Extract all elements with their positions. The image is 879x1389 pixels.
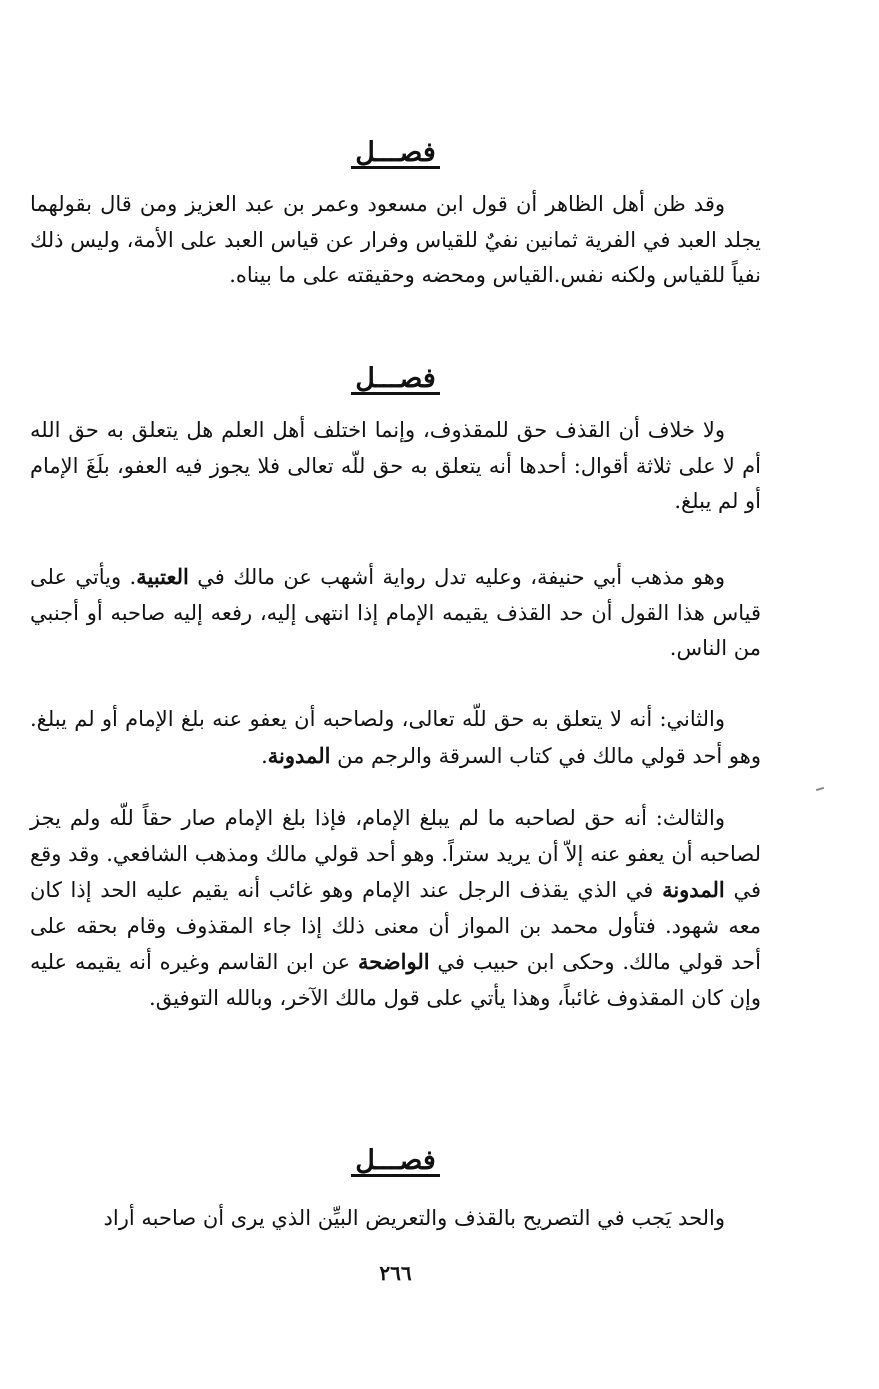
document-page [30, 0, 761, 1389]
book-title: الواضحة [357, 949, 430, 974]
paragraph-text: وهو مذهب أبي حنيفة، وعليه تدل رواية أشهب عن مالك في [188, 565, 725, 589]
paragraph [30, 187, 761, 294]
book-title: العتبية [136, 564, 189, 589]
section-heading [30, 1144, 761, 1178]
paragraph [30, 1201, 761, 1237]
paragraph [30, 559, 761, 667]
paragraph-text: . [261, 743, 268, 768]
paragraph-text: عن ابن القاسم وغيره أنه يقيمه عليه وإن كان المقذوف غائباً، وهذا يأتي على قول مالك الآخر، وبالله التوفيق. [30, 950, 761, 1010]
paragraph-text: . ويأتي على قياس هذا القول أن حد القذف يقيمه الإمام إذا انتهى إليه، رفعه إليه صاحبه أو أجنبي من الناس. [30, 565, 761, 660]
book-title: المدونة [267, 742, 331, 768]
paragraph [30, 801, 761, 1016]
paragraph-text: في الذي يقذف الرجل عند الإمام وهو غائب أنه يقيم عليه الحد إذا كان معه شهود. فتأول محمد بن المواز أن معنى ذلك إذا جاء المقذوف وقام بحقه على أحد قولي مالك. وحكى ابن حبيب في [30, 878, 761, 974]
paragraph [30, 702, 761, 774]
scan-artifact [816, 787, 824, 791]
paragraph-text: ولا خلاف أن القذف حق للمقذوف، وإنما اختلف أهل العلم هل يتعلق به حق الله أم لا على ثلاثة أقوال: أحدها أنه يتعلق به حق للّه تعالى فلا يجوز فيه العفو، بلَغَ الإمام أو لم يبلغ. [30, 418, 761, 513]
book-title: المدونة [662, 877, 725, 902]
section-heading-text: فصـــل [351, 140, 440, 169]
paragraph-text: والحد يَجب في التصريح بالقذف والتعريض البيِّن الذي يرى أن صاحبه أراد [103, 1206, 725, 1230]
page-number: ٢٦٦ [379, 1261, 412, 1285]
section-heading [30, 136, 761, 170]
paragraph-text: والثاني: أنه لا يتعلق به حق للّه تعالى، ولصاحبه أن يعفو عنه بلغ الإمام أو لم يبلغ. وهو أحد قولي مالك في كتاب السرقة والرجم من [30, 707, 761, 768]
paragraph-text: والثالث: أنه حق لصاحبه ما لم يبلغ الإمام، فإذا بلغ الإمام صار حقاً للّه ولم يجز لصاحبه أن يعفو عنه إلاّ أن يريد ستراً. وهو أحد قولي مالك ومذهب الشافعي. وقد وقع في [30, 806, 761, 902]
section-heading [30, 362, 761, 396]
section-heading-text: فصـــل [351, 366, 440, 395]
paragraph-text: وقد ظن أهل الظاهر أن قول ابن مسعود وعمر بن عبد العزيز ومن قال بقولهما يجلد العبد في الفرية ثمانين نفيٌ للقياس وفرار عن قياس العبد على الأمة، وليس ذلك نفياً للقياس ولكنه نفس.القياس ومحضه وحقيقته على ما بيناه. [30, 192, 762, 287]
paragraph [30, 413, 761, 520]
section-heading-text: فصـــل [351, 1148, 440, 1177]
